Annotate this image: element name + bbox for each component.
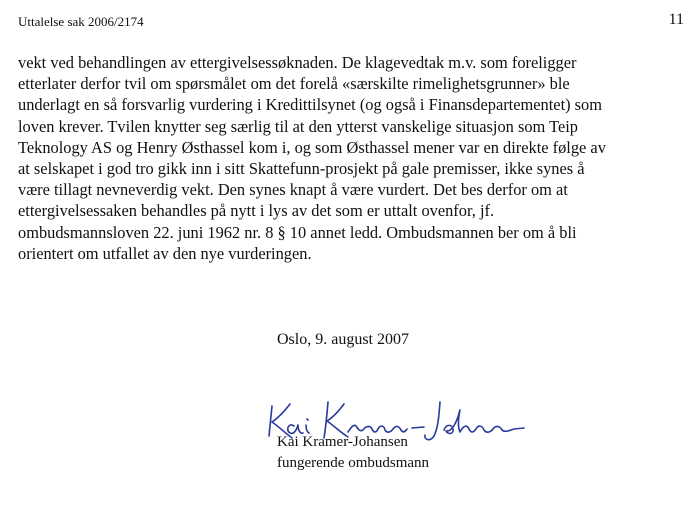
body-line: vekt ved behandlingen av ettergivelsessøknaden. De klagevedtak m.v. som foreligger: [18, 53, 577, 72]
place-and-date: Oslo, 9. august 2007: [277, 331, 409, 348]
body-line: etterlater derfor tvil om spørsmålet om det forelå «særskilte rimelighetsgrunner» ble: [18, 74, 570, 94]
body-text: [18, 52, 698, 264]
body-line: ombudsmannsloven 22. juni 1962 nr. 8 § 10 annet ledd. Ombudsmannen ber om å bli: [18, 222, 577, 242]
body-line: være tillagt nevneverdig vekt. Den synes knapt å være vurdert. Det bes derfor om at: [18, 180, 568, 200]
case-reference-header: Uttalelse sak 2006/2174: [18, 14, 144, 29]
body-line: underlagt en så forsvarlig vurdering i Kredittilsynet (og også i Finansdepartementet) som: [18, 95, 602, 115]
signer-title: fungerende ombudsmann: [277, 455, 430, 471]
page-number: 11: [668, 11, 684, 28]
signer-name: Kai Kramer-Johansen: [277, 434, 408, 450]
body-line: loven krever. Tvilen knytter seg særlig til at den ytterst vanskelige situasjon som Teip: [18, 116, 578, 136]
body-line: at selskapet i god tro gikk inn i sitt Skattefunn-prosjekt på gale premisser, ikke synes å: [18, 159, 585, 179]
body-line: ettergivelsessaken behandles på nytt i lys av det som er uttalt ovenfor, jf.: [18, 201, 495, 221]
body-line: Teknology AS og Henry Østhassel kom i, og som Østhassel mener var en direkte følge av: [18, 137, 606, 157]
body-line: orientert om utfallet av den nye vurderingen.: [18, 243, 312, 263]
